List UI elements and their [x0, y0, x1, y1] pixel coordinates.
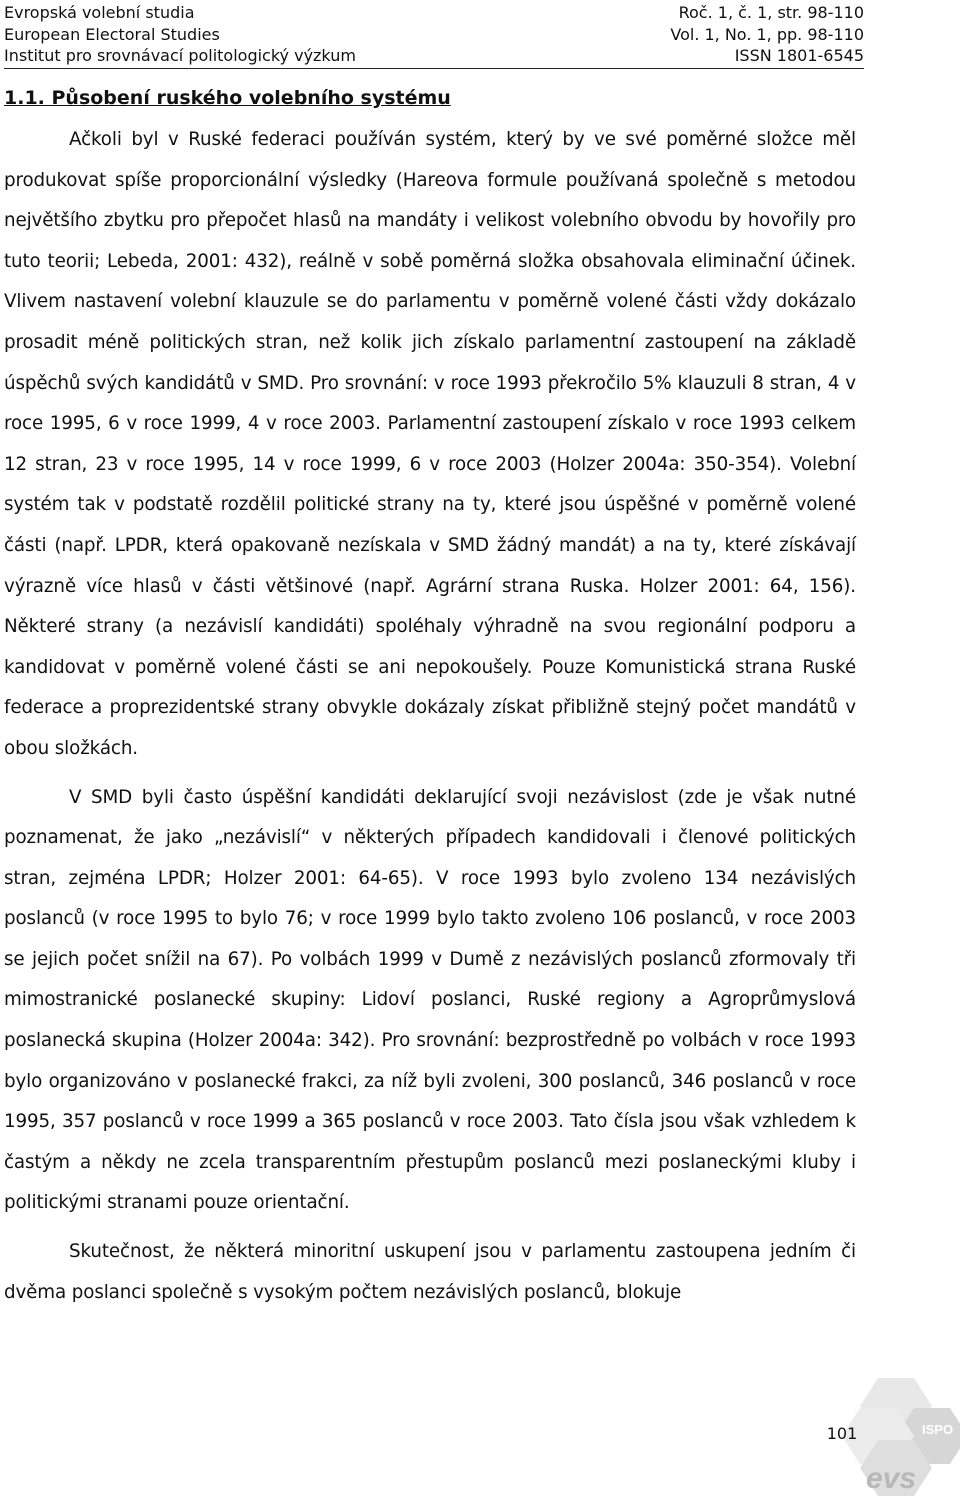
running-header [4, 2, 864, 69]
page-number: 101 [826, 1424, 858, 1443]
paragraph-2: V SMD byli často úspěšní kandidáti deklarující svoji nezávislost (zde je však nutné poznamenat, že jako „nezávislí“ v některých případech kandidovali i členové politických stran, zejména LPDR; Holzer 2001: 64-65). V roce 1993 bylo zvoleno 134 nezávislých poslanců (v roce 1995 to bylo 76; v roce 1999 bylo takto zvoleno 106 poslanců, v roce 2003 se jejich počet snížil na 67). Po volbách 1999 v Dumě z nezávislých poslanců zformovaly tři mimostranické poslanecké skupiny: Lidoví poslanci, Ruské regiony a Agroprůmyslová poslanecká skupina (Holzer 2004a: 342). Pro srovnání: bezprostředně po volbách v roce 1993 bylo organizováno v poslanecké frakci, za níž byli zvoleni, 300 poslanců, 346 poslanců v roce 1995, 357 poslanců v roce 1999 a 365 poslanců v roce 2003. Tato čísla jsou však vzhledem k častým a někdy ne zcela transparentním přestupům poslanců mezi poslaneckými kluby i politickými stranami pouze orientační. [4, 786, 856, 1214]
journal-name-en: European Electoral Studies [4, 24, 220, 44]
issue-info-cz: Roč. 1, č. 1, str. 98-110 [678, 3, 864, 22]
header-row-3 [4, 45, 864, 67]
header-row-2 [4, 24, 864, 46]
section-title: 1.1. Působení ruského volebního systému [4, 87, 451, 109]
paragraph-1: Ačkoli byl v Ruské federaci používán systém, který by ve své poměrné složce měl produkovat spíše proporcionální výsledky (Hareova formule používaná společně s metodou největšího zbytku pro přepočet hlasů na mandáty i velikost volebního obvodu by hovořily pro tuto teorii; Lebeda, 2001: 432), reálně v sobě poměrná složka obsahovala eliminační účinek. Vlivem nastavení volební klauzule se do parlamentu v poměrně volené části vždy dokázalo prosadit méně politických stran, než kolik jich získalo parlamentní zastoupení na základě úspěchů svých kandidátů v SMD. Pro srovnání: v roce 1993 překročilo 5% klauzuli 8 stran, 4 v roce 1995, 6 v roce 1999, 4 v roce 2003. Parlamentní zastoupení získalo v roce 1993 celkem 12 stran, 23 v roce 1995, 14 v roce 1999, 6 v roce 2003 (Holzer 2004a: 350-354). Volební systém tak v podstatě rozdělil politické strany na ty, které jsou úspěšné v poměrně volené části (např. LPDR, která opakovaně nezískala v SMD žádný mandát) a na ty, které získávají výrazně více hlasů v části většinové (např. Agrární strana Ruska. Holzer 2001: 64, 156). Některé strany (a nezávislí kandidáti) spoléhaly výhradně na svou regionální podporu a kandidovat v poměrně volené části se ani nepokoušely. Pouze Komunistická strana Ruské federace a proprezidentské strany obvykle dokázaly získat přibližně stejný počet mandátů v obou složkách. [4, 129, 856, 759]
logo-text-ispo: ISPO [922, 1422, 954, 1437]
issue-info-en: Vol. 1, No. 1, pp. 98-110 [670, 24, 864, 44]
issn: ISSN 1801-6545 [734, 46, 864, 65]
logo-text-evs: evs [866, 1462, 917, 1495]
journal-name-cz: Evropská volební studia [4, 3, 195, 22]
paragraph-3: Skutečnost, že některá minoritní uskupení jsou v parlamentu zastoupena jedním či dvěma poslanci společně s vysokým počtem nezávislých poslanců, blokuje [4, 1241, 856, 1303]
publisher-name: Institut pro srovnávací politologický výzkum [4, 46, 356, 65]
header-row-1 [4, 2, 864, 24]
body-text [4, 120, 856, 1321]
